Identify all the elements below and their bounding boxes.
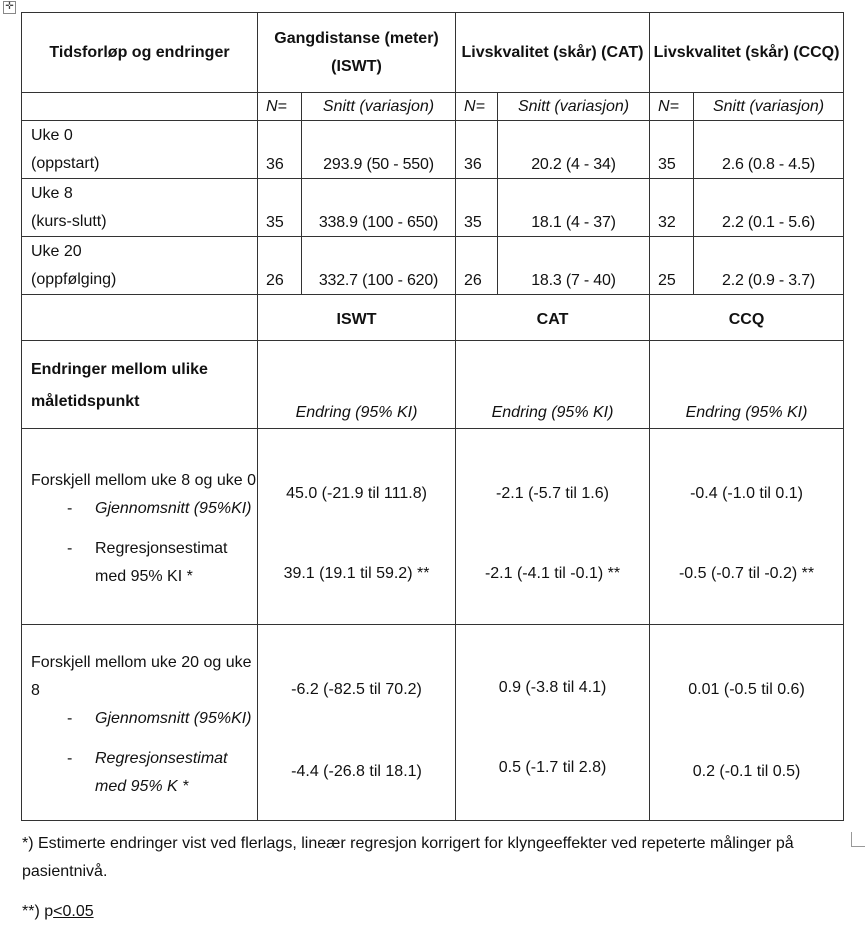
iswt-change-cell <box>258 625 456 821</box>
header-ccq: Livskvalitet (skår) (CCQ) <box>650 13 844 93</box>
bullet-dash: - <box>67 749 73 767</box>
bullet-mean <box>31 495 257 523</box>
footnote-2-value: <0.05 <box>53 903 94 920</box>
section2-header-row <box>22 295 844 341</box>
subheader-empty <box>22 93 258 121</box>
ccq-value: 2.6 (0.8 - 4.5) <box>694 121 844 179</box>
bullet-regression-text: Regresjonsestimat med 95% K * <box>95 749 228 795</box>
cat-mean-change: -2.1 (-5.7 til 1.6) <box>496 485 609 502</box>
iswt-change-cell <box>258 429 456 625</box>
bullet-regression-text: Regresjonsestimat med 95% KI * <box>95 539 228 585</box>
table-row <box>22 237 844 295</box>
row-label-week: Uke 20 <box>31 242 82 260</box>
section2-empty <box>22 295 258 341</box>
changes-title: Endringer mellom ulike måletidspunkt <box>22 341 258 429</box>
subheader-row <box>22 93 844 121</box>
row-label-phase: (oppfølging) <box>31 270 117 288</box>
iswt-value: 332.7 (100 - 620) <box>302 237 456 295</box>
header-iswt: Gangdistanse (meter) (ISWT) <box>258 13 456 93</box>
ccq-change-cell <box>650 429 844 625</box>
cat-change-cell <box>456 429 650 625</box>
n-value: 36 <box>258 121 302 179</box>
bullet-mean-text: Gjennomsnitt (95%KI) <box>95 499 252 517</box>
changes-header-row <box>22 341 844 429</box>
bullet-dash: - <box>67 709 73 727</box>
mean-label: Snitt (variasjon) <box>694 93 844 121</box>
row-label <box>22 237 258 295</box>
row-label-phase: (kurs-slutt) <box>31 212 107 230</box>
n-value: 26 <box>258 237 302 295</box>
iswt-value: 338.9 (100 - 650) <box>302 179 456 237</box>
cat-value: 18.3 (7 - 40) <box>498 237 650 295</box>
footnote-2 <box>22 898 94 926</box>
ccq-regression-change: -0.5 (-0.7 til -0.2) ** <box>678 565 815 582</box>
row-label <box>22 179 258 237</box>
n-value: 26 <box>456 237 498 295</box>
difference-row <box>22 429 844 625</box>
table-row <box>22 121 844 179</box>
iswt-mean-change: 45.0 (-21.9 til 111.8) <box>286 485 427 502</box>
ccq-mean-change: -0.4 (-1.0 til 0.1) <box>690 485 803 502</box>
ccq-change-cell <box>650 625 844 821</box>
ccq-value: 2.2 (0.9 - 3.7) <box>694 237 844 295</box>
ccq-value: 2.2 (0.1 - 5.6) <box>694 179 844 237</box>
n-label: N= <box>650 93 694 121</box>
difference-label-cell <box>22 429 258 625</box>
iswt-value: 293.9 (50 - 550) <box>302 121 456 179</box>
n-value: 32 <box>650 179 694 237</box>
difference-row <box>22 625 844 821</box>
iswt-regression-change: 39.1 (19.1 til 59.2) ** <box>283 565 430 582</box>
bullet-dash: - <box>67 539 73 557</box>
section2-cat: CAT <box>456 295 650 341</box>
cat-value: 20.2 (4 - 34) <box>498 121 650 179</box>
footnote-2-prefix: **) p <box>22 903 54 920</box>
mean-label: Snitt (variasjon) <box>498 93 650 121</box>
row-label-week: Uke 0 <box>31 126 73 144</box>
bullet-regression <box>31 535 257 591</box>
cat-mean-change: 0.9 (-3.8 til 4.1) <box>498 679 607 696</box>
row-label-week: Uke 8 <box>31 184 73 202</box>
n-value: 35 <box>456 179 498 237</box>
cat-change-cell <box>456 625 650 821</box>
ccq-regression-change: 0.2 (-0.1 til 0.5) <box>692 763 801 780</box>
iswt-mean-change: -6.2 (-82.5 til 70.2) <box>291 681 422 698</box>
cat-regression-change: -2.1 (-4.1 til -0.1) ** <box>484 565 621 582</box>
difference-label: Forskjell mellom uke 8 og uke 0 <box>31 471 256 489</box>
n-value: 36 <box>456 121 498 179</box>
n-label: N= <box>258 93 302 121</box>
mean-label: Snitt (variasjon) <box>302 93 456 121</box>
change-label-cat: Endring (95% KI) <box>456 341 650 429</box>
difference-label: Forskjell mellom uke 20 og uke 8 <box>31 653 252 699</box>
change-label-iswt: Endring (95% KI) <box>258 341 456 429</box>
header-row <box>22 13 844 93</box>
ccq-mean-change: 0.01 (-0.5 til 0.6) <box>688 681 805 698</box>
n-value: 25 <box>650 237 694 295</box>
n-value: 35 <box>258 179 302 237</box>
cat-regression-change: 0.5 (-1.7 til 2.8) <box>498 759 607 776</box>
row-label <box>22 121 258 179</box>
results-table <box>21 12 844 821</box>
table-row <box>22 179 844 237</box>
cat-value: 18.1 (4 - 37) <box>498 179 650 237</box>
difference-label-cell <box>22 625 258 821</box>
table-move-handle-icon[interactable]: ✛ <box>3 1 16 14</box>
bullet-dash: - <box>67 499 73 517</box>
section2-ccq: CCQ <box>650 295 844 341</box>
bullet-mean <box>31 705 257 733</box>
bullet-mean-text: Gjennomsnitt (95%KI) <box>95 709 252 727</box>
n-label: N= <box>456 93 498 121</box>
change-label-ccq: Endring (95% KI) <box>650 341 844 429</box>
n-value: 35 <box>650 121 694 179</box>
iswt-regression-change: -4.4 (-26.8 til 18.1) <box>291 763 422 780</box>
footnote-1: *) Estimerte endringer vist ved flerlags, lineær regresjon korrigert for klyngeeffekter ved repeterte målinger på pasientnivå. <box>22 835 794 880</box>
header-title: Tidsforløp og endringer <box>22 13 258 93</box>
section2-iswt: ISWT <box>258 295 456 341</box>
header-cat: Livskvalitet (skår) (CAT) <box>456 13 650 93</box>
row-label-phase: (oppstart) <box>31 154 100 172</box>
page-corner-mark <box>851 832 865 847</box>
bullet-regression <box>31 745 257 801</box>
